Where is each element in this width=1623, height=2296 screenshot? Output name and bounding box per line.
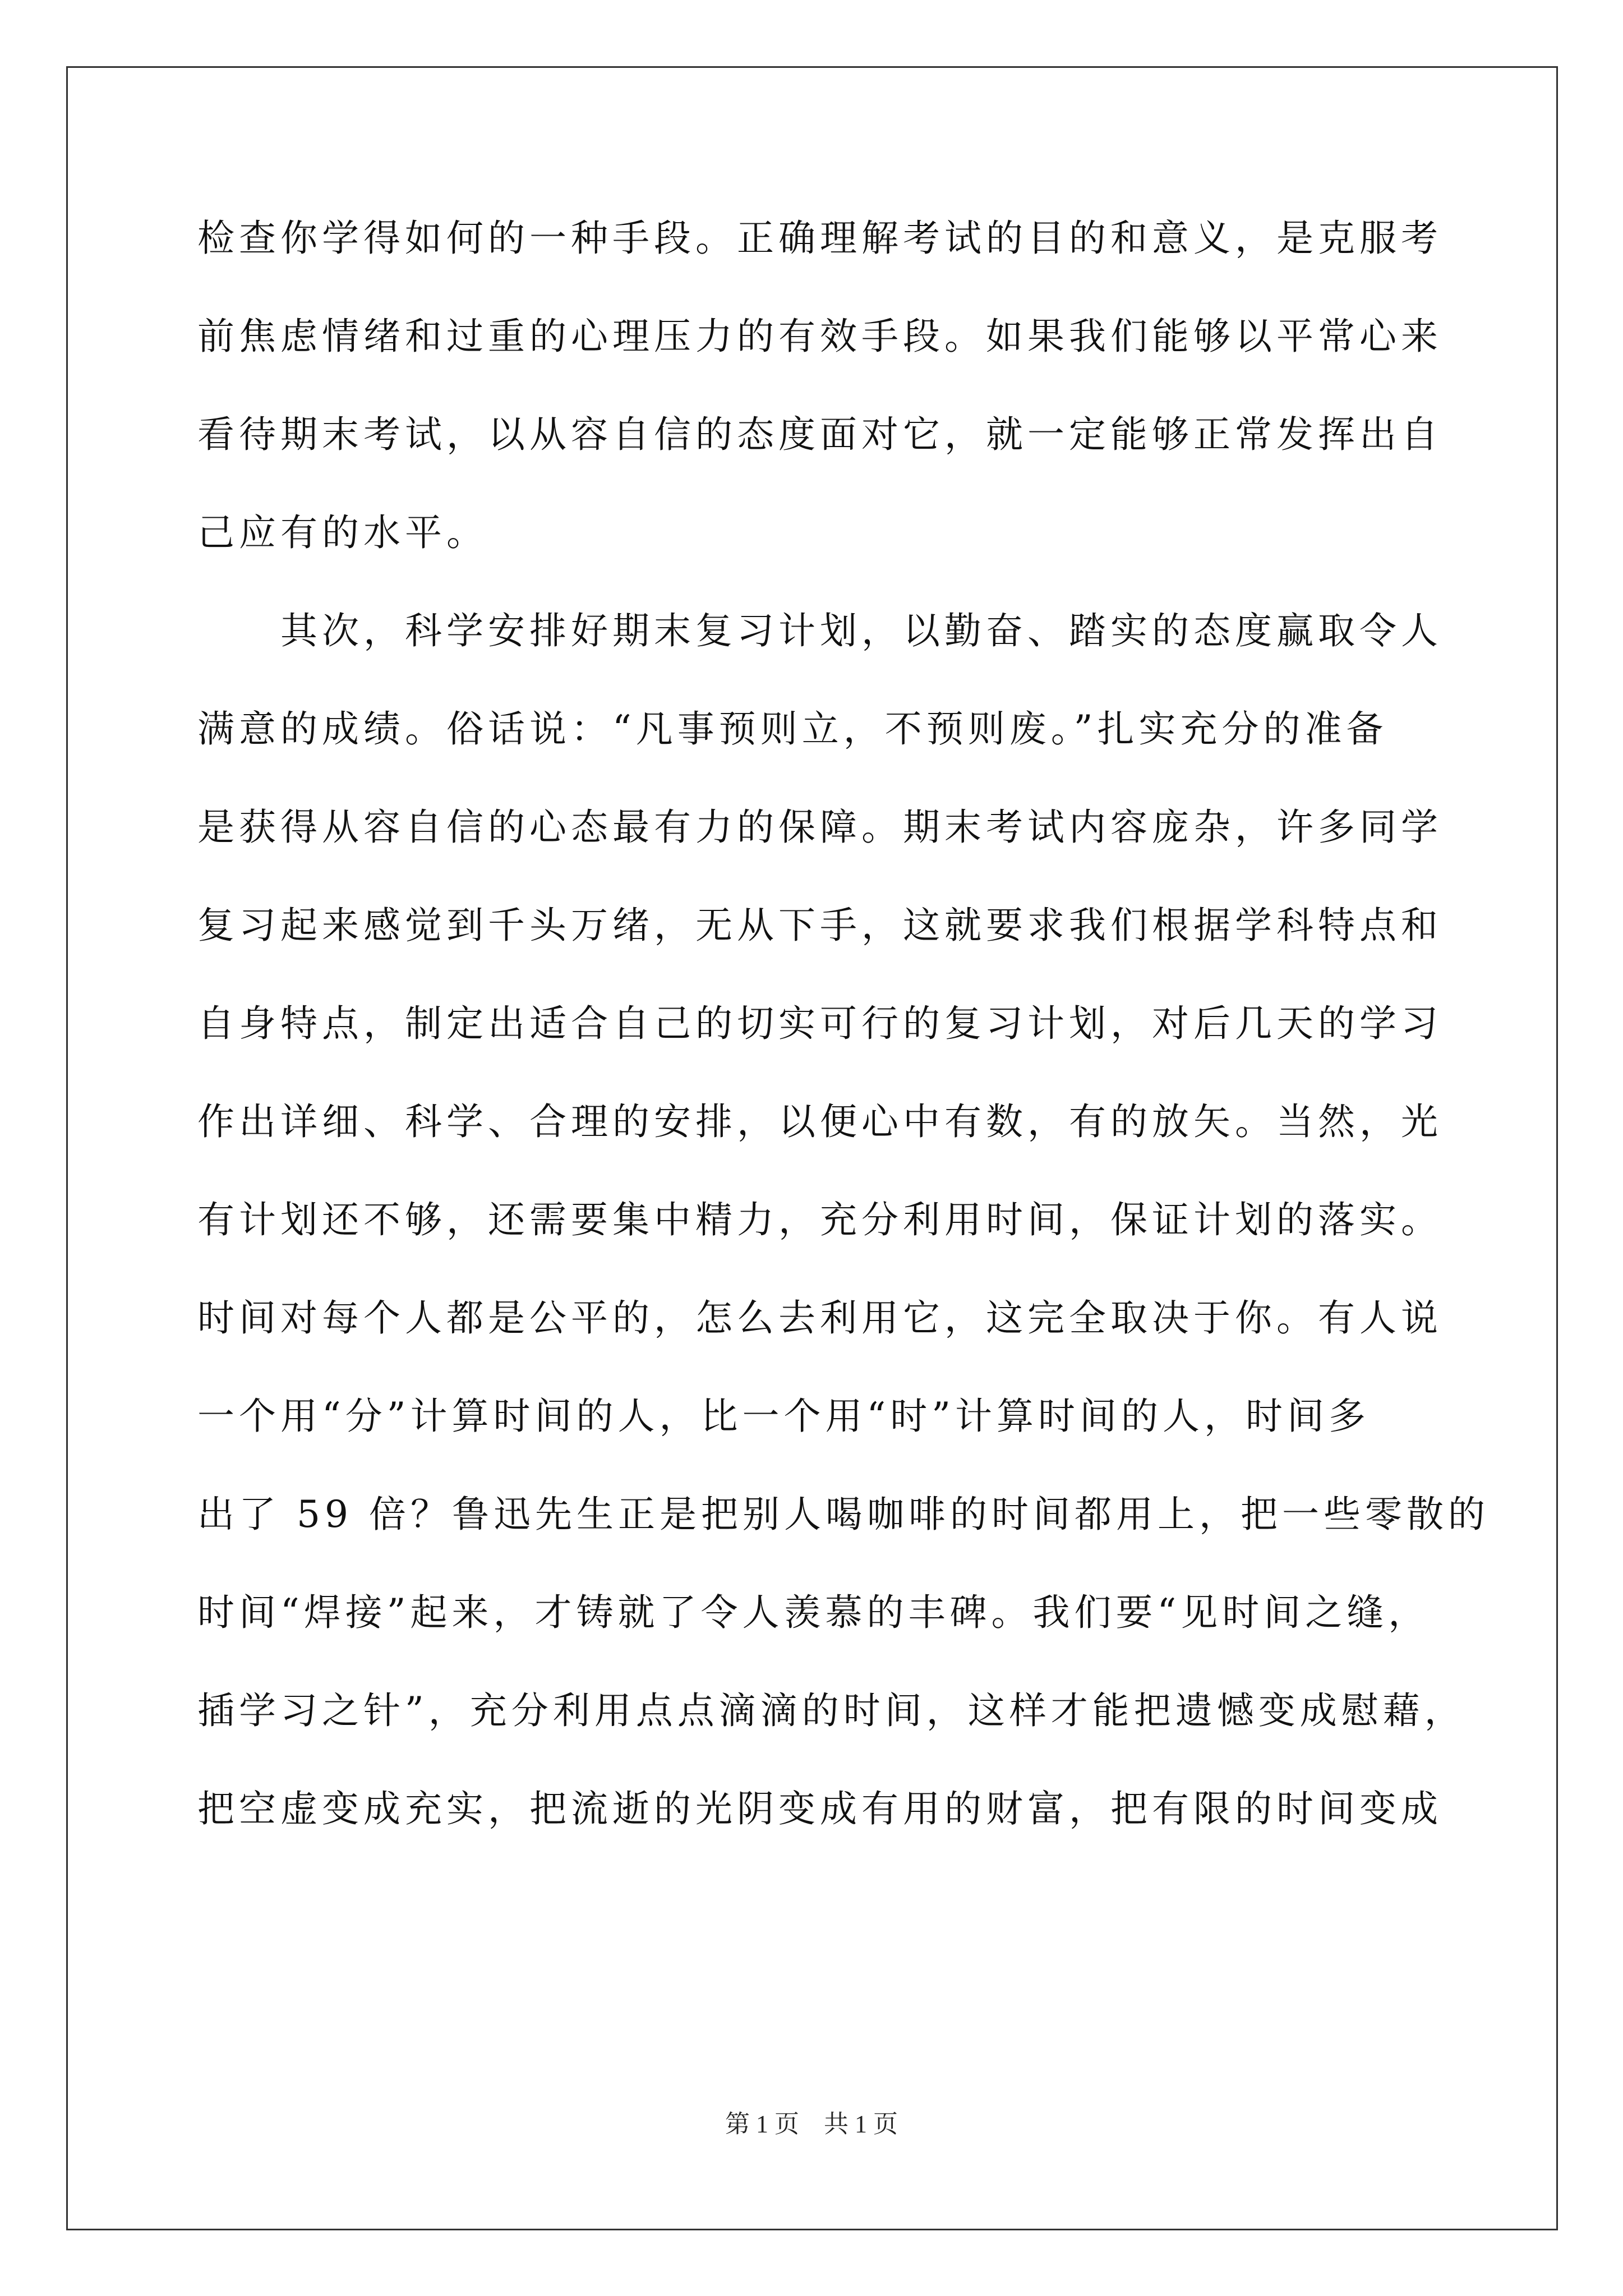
text-line: 时间对每个人都是公平的，怎么去利用它，这完全取决于你。有人说 — [197, 1296, 1442, 1340]
text-line: 作出详细、科学、合理的安排，以便心中有数，有的放矢。当然，光 — [197, 1100, 1442, 1143]
text-line: 出了 59 倍？鲁迅先生正是把别人喝咖啡的时间都用上，把一些零散的 — [197, 1493, 1490, 1536]
text-line: 前焦虑情绪和过重的心理压力的有效手段。如果我们能够以平常心来 — [197, 315, 1442, 358]
text-line: 满意的成绩。俗话说：“凡事预则立，不预则废。”扎实充分的准备 — [197, 707, 1388, 751]
text-line: 把空虚变成充实，把流逝的光阴变成有用的财富，把有限的时间变成 — [197, 1787, 1442, 1830]
text-line: 是获得从容自信的心态最有力的保障。期末考试内容庞杂，许多同学 — [197, 806, 1442, 849]
text-line: 复习起来感觉到千头万绪，无从下手，这就要求我们根据学科特点和 — [197, 904, 1442, 947]
page-number: 第 1 页 共 1 页 — [725, 2110, 898, 2138]
text-line: 时间“焊接”起来，才铸就了令人羡慕的丰碑。我们要“见时间之缝， — [197, 1591, 1430, 1634]
text-line: 其次，科学安排好期末复习计划，以勤奋、踏实的态度赢取令人 — [197, 609, 1442, 652]
text-line: 己应有的水平。 — [197, 511, 488, 554]
text-line: 检查你学得如何的一种手段。正确理解考试的目的和意义，是克服考 — [197, 217, 1442, 260]
text-line: 一个用“分”计算时间的人，比一个用“时”计算时间的人，时间多 — [197, 1395, 1370, 1438]
text-line: 自身特点，制定出适合自己的切实可行的复习计划，对后几天的学习 — [197, 1002, 1442, 1045]
text-line: 有计划还不够，还需要集中精力，充分利用时间，保证计划的落实。 — [197, 1198, 1442, 1241]
text-line: 插学习之针”，充分利用点点滴滴的时间，这样才能把遗憾变成慰藉， — [197, 1689, 1466, 1732]
text-line: 看待期末考试，以从容自信的态度面对它，就一定能够正常发挥出自 — [197, 413, 1442, 456]
